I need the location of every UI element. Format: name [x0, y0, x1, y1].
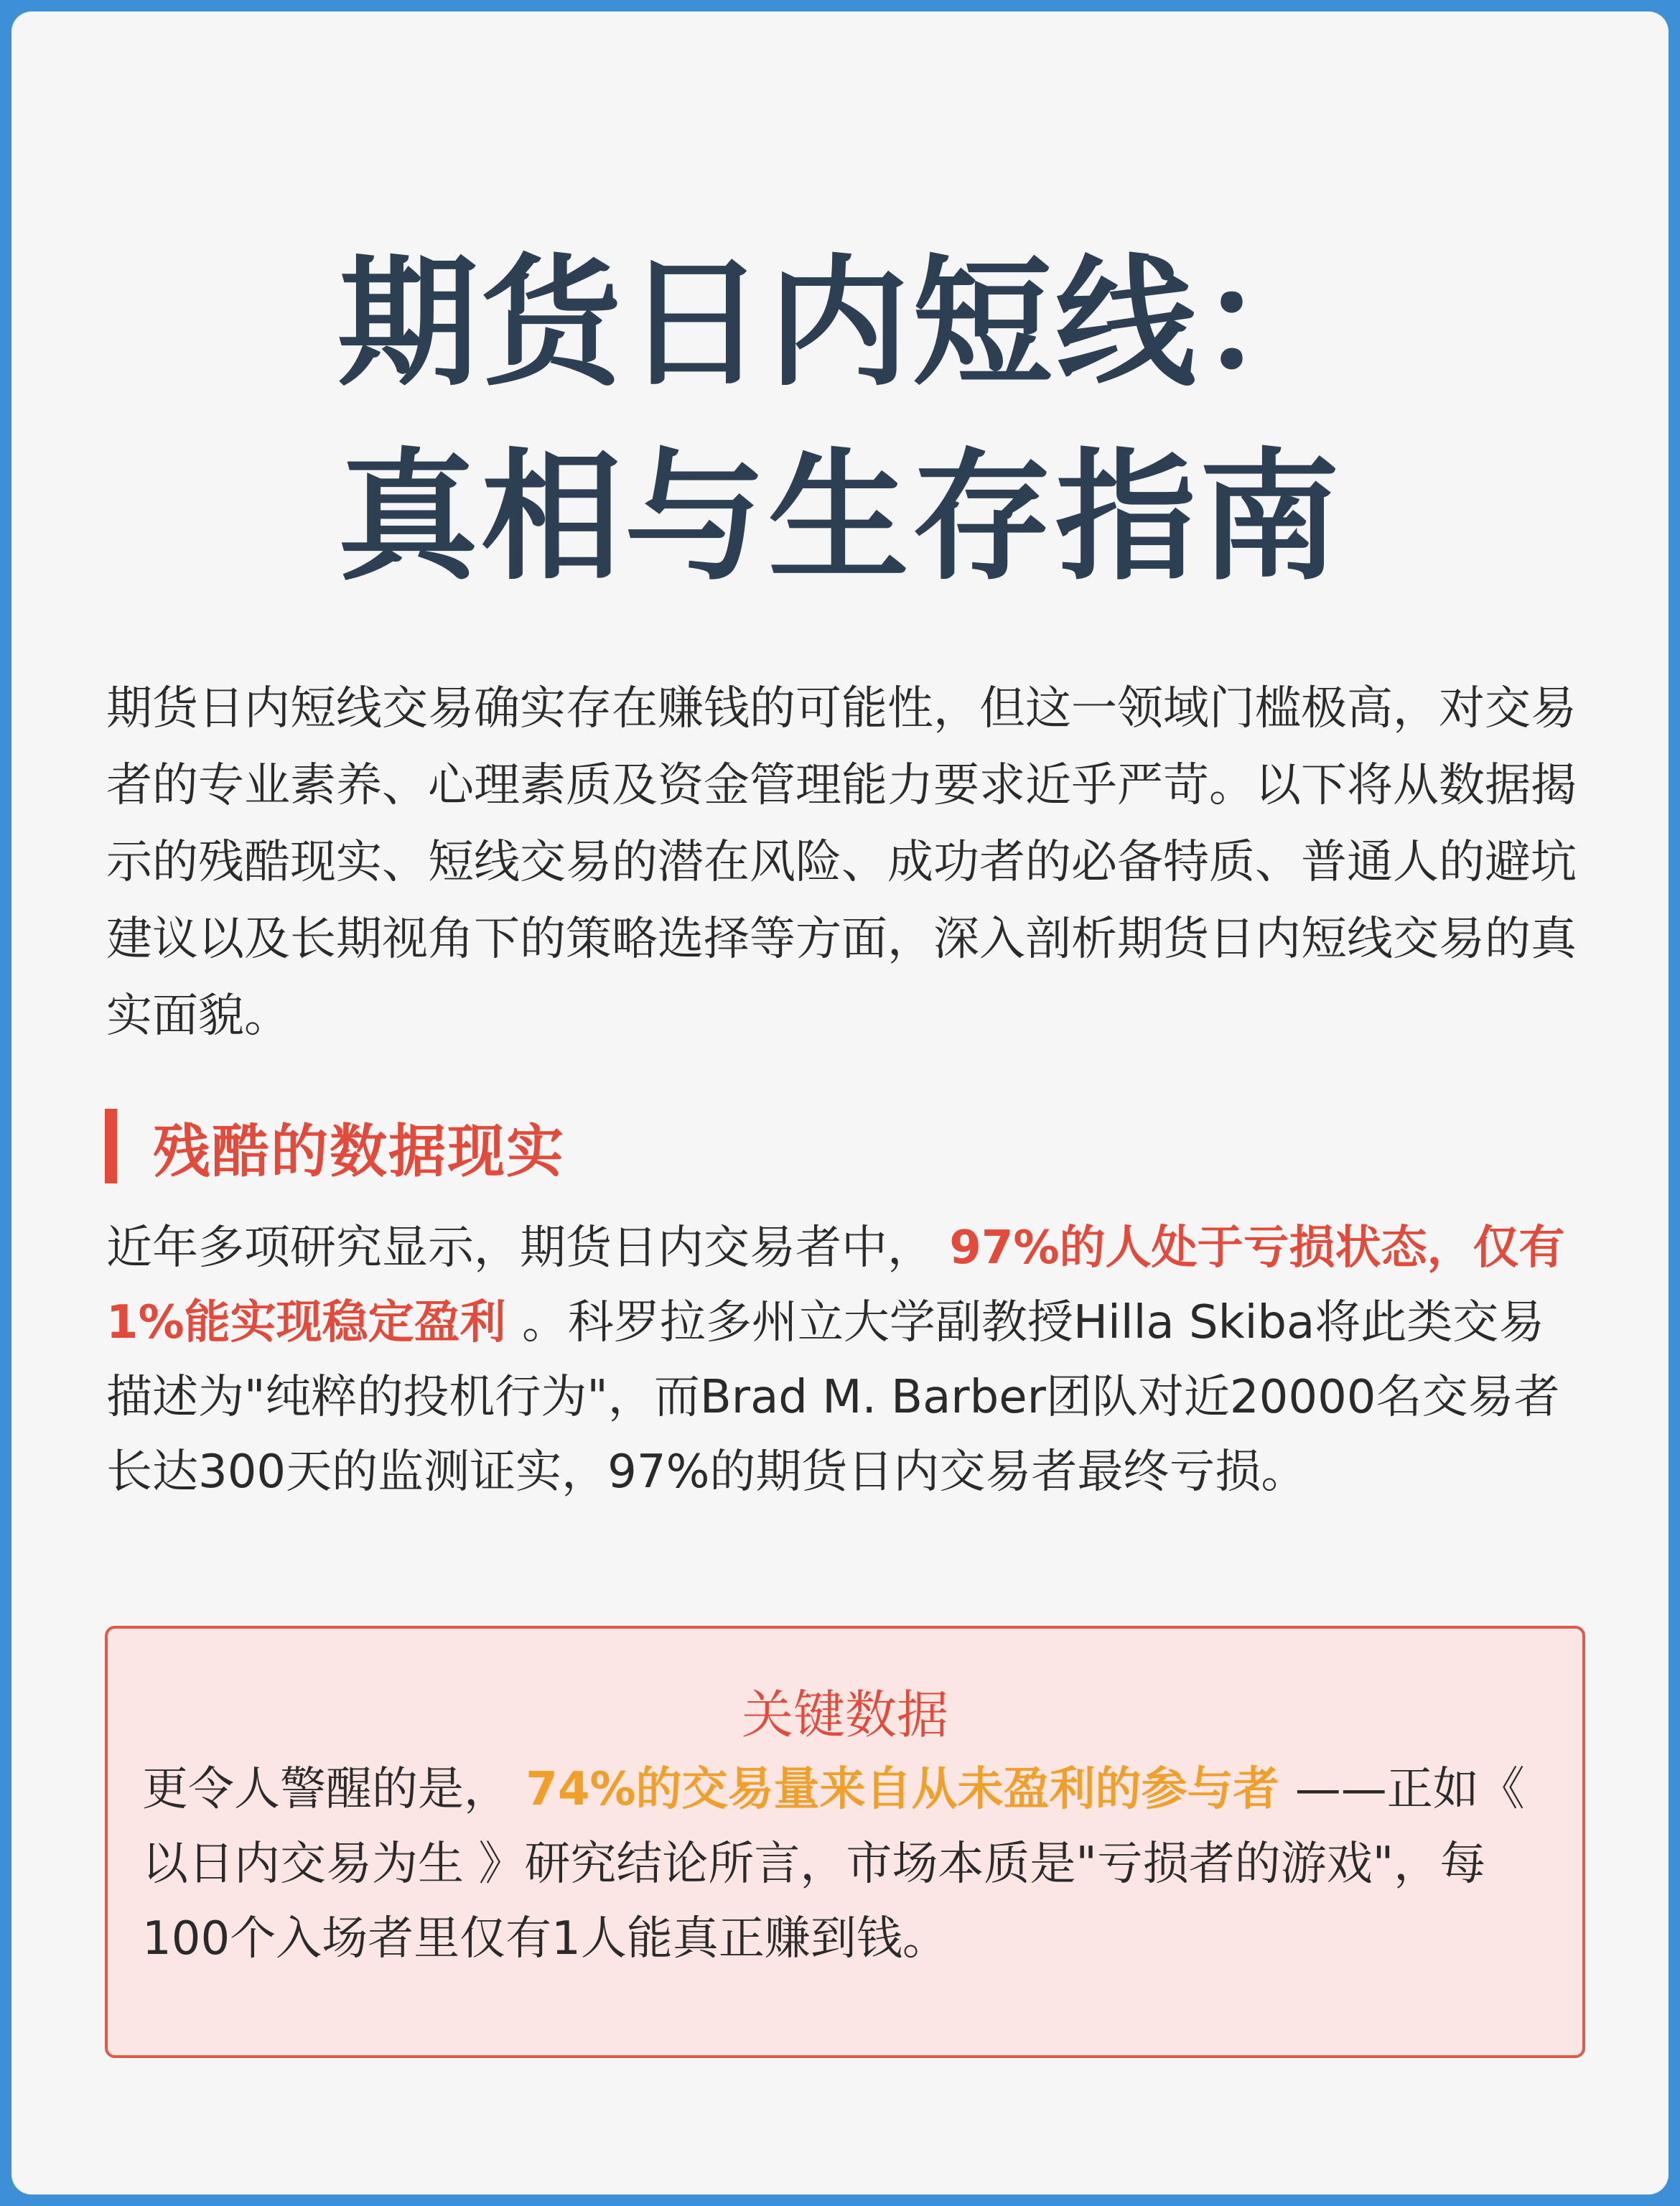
key-text-after: ——正如《 以日内交易为生 》研究结论所言，市场本质是"亏损者的游戏"，每100个入场者里仅有1人能真正赚到钱。 — [142, 1763, 1525, 1965]
key-highlight: 74%的交易量来自从未盈利的参与者 — [510, 1763, 1295, 1816]
key-data-box — [105, 1626, 1585, 2058]
page-card — [11, 11, 1669, 2195]
key-data-title: 关键数据 — [741, 1685, 948, 1745]
title-line-1: 期货日内短线： — [337, 242, 1343, 406]
title-line-2: 真相与生存指南 — [337, 436, 1343, 600]
page-title — [11, 227, 1669, 615]
intro-paragraph: 期货日内短线交易确实存在赚钱的可能性，但这一领域门槛极高，对交易者的专业素养、心理素质及资金管理能力要求近乎严苛。以下将从数据揭示的残酷现实、短线交易的潜在风险、成功者的必备特质、普通人的避坑建议以及长期视角下的策略选择等方面，深入剖析期货日内短线交易的真实面貌。 — [106, 682, 1577, 1043]
key-text-before: 更令人警醒的是， — [142, 1763, 510, 1816]
key-data-text — [142, 1752, 1552, 1976]
section-heading — [105, 1110, 565, 1185]
section-text-before: 近年多项研究显示，期货日内交易者中， — [106, 1221, 933, 1275]
section-highlight: 97%的人处于亏损状态，仅有1%能实现稳定盈利 — [106, 1221, 1565, 1349]
section-accent-bar — [105, 1109, 117, 1183]
section-paragraph — [106, 1211, 1585, 1509]
section-title: 残酷的数据现实 — [153, 1117, 565, 1185]
section-text-after: 。科罗拉多州立大学副教授Hilla Skiba将此类交易描述为"纯粹的投机行为"，而Brad M. Barber团队对近20000名交易者长达300天的监测证实，97%的期货日内交易者最终亏损。 — [106, 1296, 1560, 1499]
